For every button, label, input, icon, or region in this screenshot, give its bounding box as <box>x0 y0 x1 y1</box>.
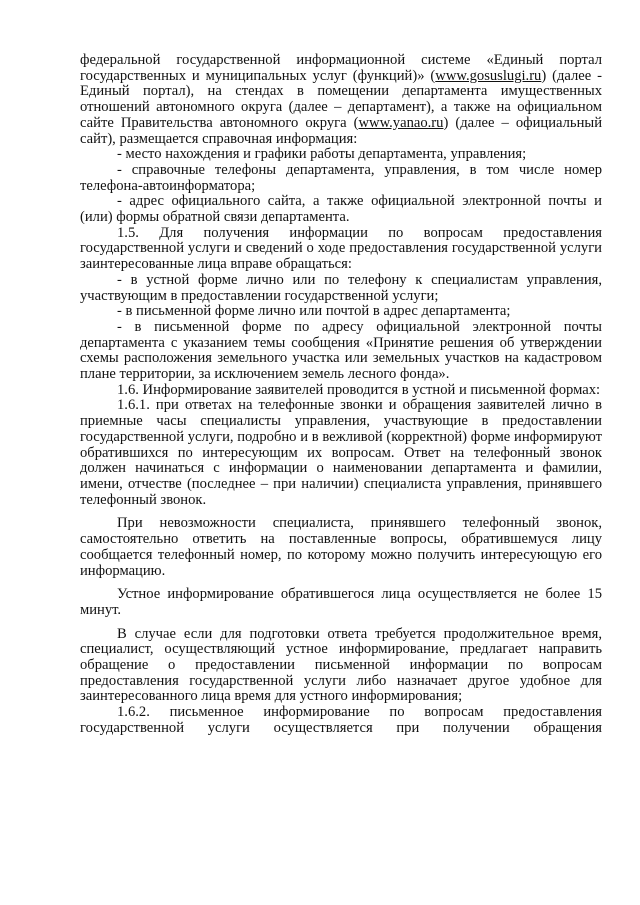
paragraph-1-6-2: 1.6.2. письменное информирование по вопросам предоставления государственной услуги осуществляется при получении обращения <box>80 704 602 736</box>
paragraph-text: ) (далее - Единый портал), на стендах в помещении департамента имущественных отношений автономного округа (далее – департамент), а также на официальном сайте Правительства автономного округа ( <box>80 67 602 131</box>
yanao-link[interactable]: www.yanao.ru <box>358 114 444 131</box>
paragraph-info-placement <box>80 53 602 147</box>
list-item-written-post: - в письменной форме лично или почтой в адрес департамента; <box>117 303 511 320</box>
list-item-location: - место нахождения и графики работы департамента, управления; <box>117 146 527 163</box>
list-item-website: - адрес официального сайта, а также официальной электронной почты и (или) формы обратной связи департамента. <box>80 193 602 226</box>
list-item-phones: - справочные телефоны департамента, управления, в том числе номер телефона-автоинформатора; <box>80 161 602 194</box>
paragraph-text: федеральной государственной информационной системе «Единый портал государственных и муниципальных услуг (функций)» ( <box>80 52 602 84</box>
paragraph-1-5: 1.5. Для получения информации по вопросам предоставления государственной услуги и сведений о ходе предоставления государственной услуги заинтересованные лица вправе обращаться: <box>80 224 602 273</box>
paragraph-long-answer: В случае если для подготовки ответа требуется продолжительное время, специалист, осуществляющий устное информирование, предлагает направить обращение о предоставлении письменной информации по вопросам предоставления государственной услуги либо назначает другое удобное для заинтересованного лица время для устного информирования; <box>80 625 602 705</box>
list-item-oral: - в устной форме лично или по телефону к специалистам управления, участвующим в предоставлении государственной услуги; <box>80 271 602 304</box>
paragraph-1-6-1: 1.6.1. при ответах на телефонные звонки и обращения заявителей лично в приемные часы специалисты управления, участвующие в предоставлении государственной услуги, подробно и в вежливой (корректной) форме информируют обратившихся по интересующим их вопросам. Ответ на телефонный звонок должен начинаться с информации о наименовании департамента и фамилии, имени, отчестве (последнее – при наличии) специалиста управления, принявшего телефонный звонок. <box>80 397 602 508</box>
document-page <box>80 53 602 737</box>
paragraph-impossible: При невозможности специалиста, принявшего телефонный звонок, самостоятельно ответить на поставленные вопросы, обратившемуся лицу сообщается телефонный номер, по которому можно получить интересующую его информацию. <box>80 515 602 579</box>
paragraph-oral-duration: Устное информирование обратившегося лица осуществляется не более 15 минут. <box>80 586 602 618</box>
gosuslugi-link[interactable]: www.gosuslugi.ru <box>435 67 542 84</box>
paragraph-1-6: 1.6. Информирование заявителей проводится в устной и письменной формах: <box>117 381 601 398</box>
list-item-written-email: - в письменной форме по адресу официальной электронной почты департамента с указанием темы сообщения «Принятие решения об утверждении схемы расположения земельного участка или земельных участков на кадастровом плане территории, за исключением земель лесного фонда». <box>80 318 602 383</box>
paragraph-text: ) (далее – официальный сайт), размещается справочная информация: <box>80 114 603 147</box>
